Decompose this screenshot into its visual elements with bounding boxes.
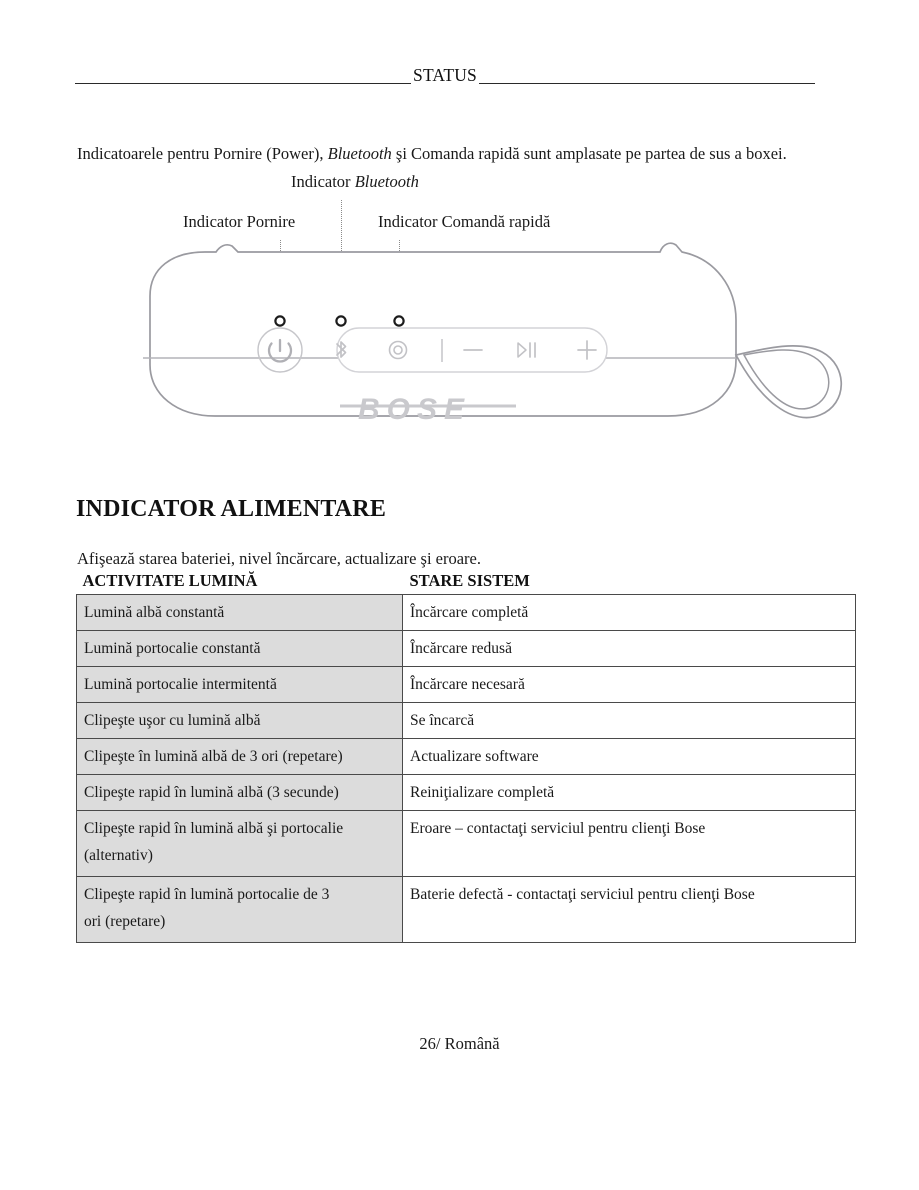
quick-command-indicator-led — [394, 316, 403, 325]
cell-line: Se încarcă — [410, 712, 475, 729]
cell-system-state — [403, 595, 856, 631]
status-table-wrapper — [76, 571, 855, 943]
cell-system-state — [403, 775, 856, 811]
cell-line: Eroare – contactaţi serviciul pentru clienţi Bose — [410, 820, 706, 837]
intro-text-after: şi Comanda rapidă sunt amplasate pe partea de sus a boxei. — [391, 143, 787, 163]
column-header-activity: ACTIVITATE LUMINĂ — [82, 571, 258, 590]
bluetooth-indicator-label-prefix: Indicator — [291, 172, 355, 191]
cell-line: Încărcare necesară — [410, 676, 525, 693]
cell-light-activity — [77, 631, 403, 667]
cell-system-state — [403, 811, 856, 877]
bluetooth-indicator-led — [336, 316, 345, 325]
running-header — [75, 62, 815, 88]
cell-line: Baterie defectă - contactaţi serviciul pentru clienţi Bose — [410, 886, 755, 903]
cell-light-activity — [77, 667, 403, 703]
cell-line: Clipeşte rapid în lumină albă (3 secunde) — [84, 784, 339, 801]
table-header-row — [77, 571, 856, 595]
cell-line: Lumină albă constantă — [84, 604, 225, 621]
header-rule-left — [75, 83, 411, 84]
table-row — [77, 775, 856, 811]
cell-line: Încărcare redusă — [410, 640, 512, 657]
intro-bluetooth-emphasis: Bluetooth — [327, 143, 392, 163]
cell-line: Clipeşte uşor cu lumină albă — [84, 712, 261, 729]
cell-system-state — [403, 739, 856, 775]
cell-line: Reiniţializare completă — [410, 784, 555, 801]
cell-line: (alternativ) — [84, 847, 153, 864]
cell-light-activity — [77, 739, 403, 775]
quick-command-indicator-label: Indicator Comandă rapidă — [378, 212, 551, 231]
header-rule-right — [479, 83, 815, 84]
cell-line: Clipeşte rapid în lumină albă şi portocalie — [84, 820, 344, 837]
page-footer: 26/ Română — [419, 1034, 500, 1053]
cell-line: Lumină portocalie intermitentă — [84, 676, 277, 693]
table-row — [77, 595, 856, 631]
intro-text-before: Indicatoarele pentru Pornire (Power), — [77, 143, 328, 163]
cell-line: Lumină portocalie constantă — [84, 640, 261, 657]
table-row — [77, 703, 856, 739]
table-row — [77, 667, 856, 703]
status-table-body — [77, 595, 856, 943]
speaker-illustration — [0, 160, 919, 460]
column-header-state: STARE SISTEM — [409, 571, 530, 590]
speaker-figure — [0, 160, 919, 460]
cell-light-activity — [77, 877, 403, 943]
status-table — [76, 571, 856, 943]
table-row — [77, 811, 856, 877]
cell-light-activity — [77, 775, 403, 811]
svg-text:BOSE: BOSE — [358, 393, 472, 426]
cell-system-state — [403, 631, 856, 667]
header-title: STATUS — [413, 64, 477, 85]
speaker-strap-inner — [744, 350, 829, 409]
bluetooth-indicator-label-emphasis: Bluetooth — [354, 172, 419, 191]
section-lead-paragraph: Afişează starea bateriei, nivel încărcare, actualizare şi eroare. — [77, 548, 481, 568]
cell-system-state — [403, 877, 856, 943]
speaker-strap-outer — [736, 346, 841, 418]
table-row — [77, 739, 856, 775]
cell-line: Clipeşte în lumină albă de 3 ori (repetare) — [84, 748, 343, 765]
cell-line: Actualizare software — [410, 748, 539, 765]
power-indicator-label: Indicator Pornire — [183, 212, 296, 231]
cell-light-activity — [77, 595, 403, 631]
cell-line: ori (repetare) — [84, 913, 166, 930]
section-heading: INDICATOR ALIMENTARE — [76, 496, 387, 523]
cell-system-state — [403, 667, 856, 703]
power-indicator-led — [275, 316, 284, 325]
table-row — [77, 631, 856, 667]
cell-line: Clipeşte rapid în lumină portocalie de 3 — [84, 886, 330, 903]
cell-line: Încărcare completă — [410, 604, 529, 621]
cell-system-state — [403, 703, 856, 739]
table-row — [77, 877, 856, 943]
cell-light-activity — [77, 703, 403, 739]
cell-light-activity — [77, 811, 403, 877]
